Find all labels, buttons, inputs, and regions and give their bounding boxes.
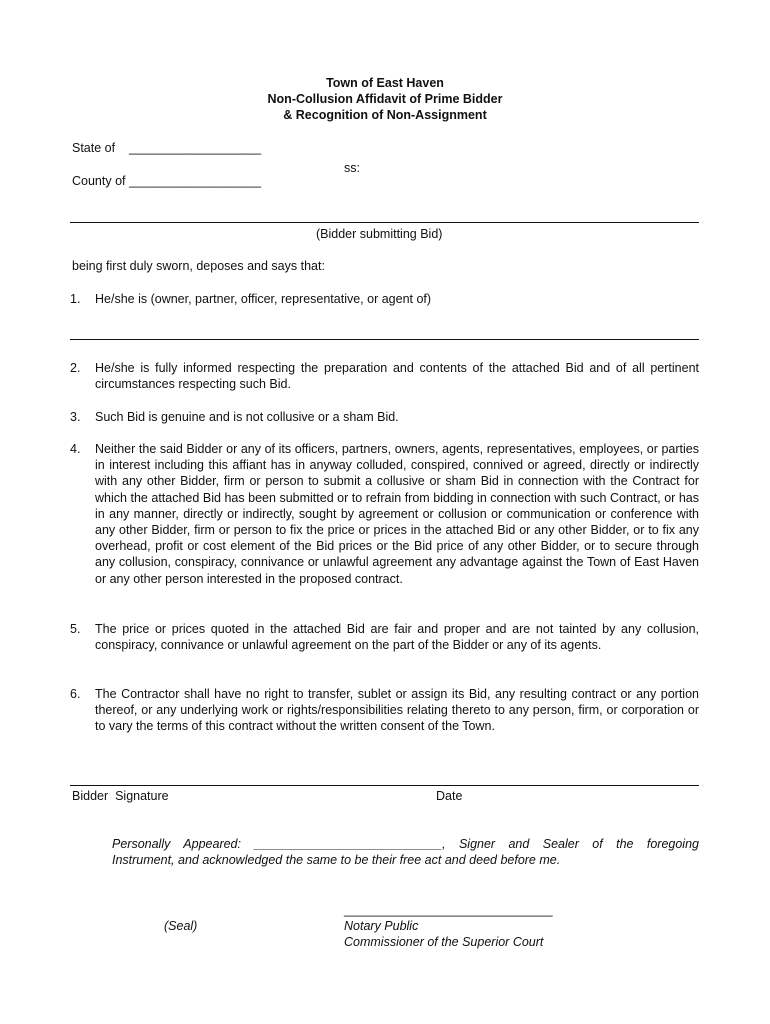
county-of-line: County of ___________________ bbox=[72, 174, 262, 188]
item-text: Neither the said Bidder or any of its officers, partners, owners, agents, representatives, employees, or parties in interest including this affiant has in anyway colluded, conspired, connived or agreed, directly or indirectly with any other Bidder, firm or person to submit a collusive or sham Bid in connection with the Contract for which the attached Bid has been submitted or to refrain from bidding in connection with such Contract, or has in any manner, directly or indirectly, sought by agreement or collusion or communication or conference with any other Bidder, firm or person to fix the price or prices in the attached Bid or any other Bidder, or to fix any overhead, profit or cost element of the Bid prices or the Bid price of any other Bidder, or to secure through any collusion, conspiracy, connivance or unlawful agreement any advantage against the Town of East Haven or any other person interested in the proposed contract. bbox=[95, 442, 699, 586]
notary-signature-line: ______________________________ bbox=[344, 903, 553, 917]
personally-appeared-line: Personally Appeared: ___________________________, Signer and Sealer of the foregoing bbox=[112, 837, 699, 851]
intro-text: being first duly sworn, deposes and says that: bbox=[72, 259, 325, 273]
item-number: 6. bbox=[70, 687, 81, 701]
acknowledgement-line: Instrument, and acknowledged the same to be their free act and deed before me. bbox=[112, 853, 561, 867]
commissioner-label: Commissioner of the Superior Court bbox=[344, 935, 544, 949]
item-6 bbox=[70, 686, 699, 735]
date-label: Date bbox=[436, 789, 463, 803]
bidder-caption: (Bidder submitting Bid) bbox=[316, 227, 443, 241]
item-text: He/she is fully informed respecting the preparation and contents of the attached Bid and of all pertinent circumstances respecting such Bid. bbox=[95, 361, 699, 392]
item-3 bbox=[70, 409, 699, 425]
item-number: 3. bbox=[70, 410, 81, 424]
item-1 bbox=[70, 291, 699, 307]
item-text: He/she is (owner, partner, officer, representative, or agent of) bbox=[95, 292, 432, 306]
item-text: The Contractor shall have no right to transfer, sublet or assign its Bid, any resulting contract or any portion thereof, or any underlying work or rights/responsibilities relating thereto to any person, firm, or corporation or to vary the terms of this contract without the written consent of the Town. bbox=[95, 687, 699, 734]
doc-title-affidavit: Non-Collusion Affidavit of Prime Bidder bbox=[267, 92, 503, 106]
item-number: 5. bbox=[70, 622, 81, 636]
item-text: The price or prices quoted in the attached Bid are fair and proper and are not tainted by any collusion, conspiracy, connivance or unlawful agreement on the part of the Bidder or any of its agents. bbox=[95, 622, 699, 653]
notary-public-label: Notary Public bbox=[344, 919, 419, 933]
seal-label: (Seal) bbox=[164, 919, 198, 933]
agent-of-rule bbox=[70, 339, 699, 340]
ss-label: ss: bbox=[344, 161, 360, 175]
item-4 bbox=[70, 441, 699, 587]
item-text: Such Bid is genuine and is not collusive or a sham Bid. bbox=[95, 410, 399, 424]
item-number: 1. bbox=[70, 292, 81, 306]
signature-rule bbox=[70, 785, 699, 786]
item-5 bbox=[70, 621, 699, 653]
bidder-signature-label: Bidder Signature bbox=[72, 789, 169, 803]
doc-title-town: Town of East Haven bbox=[326, 76, 444, 90]
doc-title-recognition: & Recognition of Non-Assignment bbox=[283, 108, 487, 122]
state-of-line: State of ___________________ bbox=[72, 141, 262, 155]
bidder-name-rule bbox=[70, 222, 699, 223]
item-number: 4. bbox=[70, 442, 81, 456]
item-number: 2. bbox=[70, 361, 81, 375]
item-2 bbox=[70, 360, 699, 392]
